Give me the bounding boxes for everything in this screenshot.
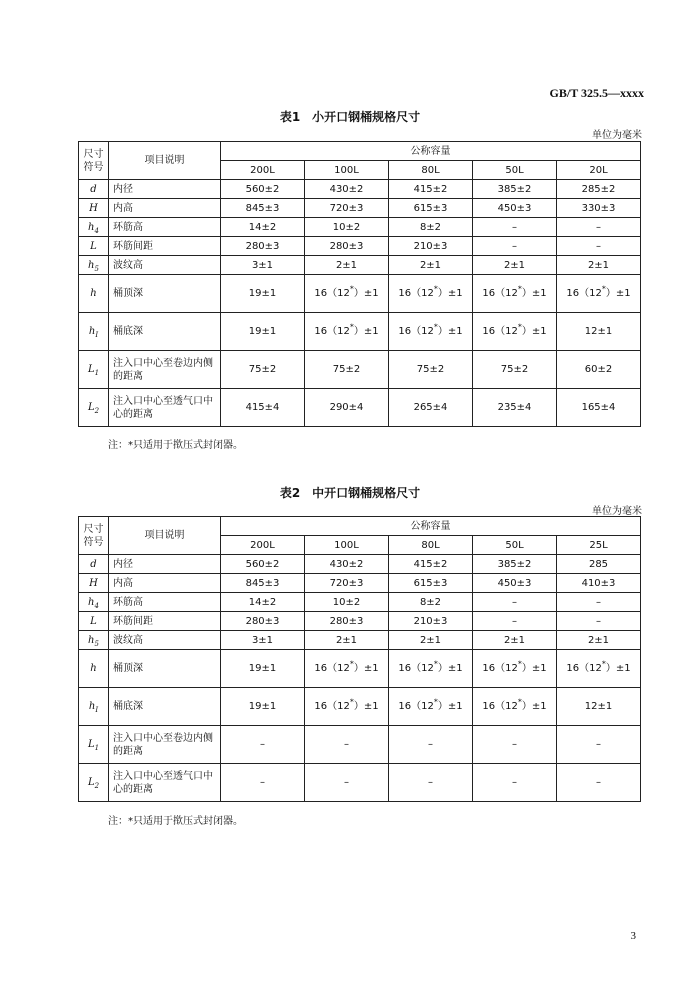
footnote-star: * [349, 284, 354, 294]
value-cell: 415±2 [389, 555, 473, 574]
symbol-cell: d [79, 180, 109, 199]
description-cell: 内径 [109, 180, 221, 199]
capacity-cell: 25L [557, 536, 641, 555]
description-cell: 环筋间距 [109, 237, 221, 256]
symbol-cell: L [79, 237, 109, 256]
table1-title: 表1 小开口钢桶规格尺寸 [279, 110, 421, 124]
value-cell: 430±2 [305, 180, 389, 199]
value-cell: – [473, 612, 557, 631]
footnote-star: * [433, 697, 438, 707]
value-cell: 60±2 [557, 351, 641, 389]
capacity-cell: 80L [389, 536, 473, 555]
value-cell: 290±4 [305, 389, 389, 427]
value-cell: 14±2 [221, 593, 305, 612]
value-cell: – [389, 764, 473, 802]
description-cell: 注入口中心至卷边内侧的距离 [109, 726, 221, 764]
footnote-star: * [517, 322, 522, 332]
item-header: 项目说明 [109, 142, 221, 180]
value-cell: 19±1 [221, 650, 305, 688]
description-cell: 桶顶深 [109, 650, 221, 688]
footnote-star: * [601, 284, 606, 294]
capacity-cell: 80L [389, 161, 473, 180]
value-cell: – [557, 764, 641, 802]
value-cell: 16（12*）±1 [473, 688, 557, 726]
symbol-header: 尺寸 符号 [79, 517, 109, 555]
value-cell: 280±3 [305, 612, 389, 631]
value-cell: 16（12*）±1 [557, 650, 641, 688]
description-cell: 桶底深 [109, 313, 221, 351]
value-cell: 615±3 [389, 199, 473, 218]
value-cell: 560±2 [221, 180, 305, 199]
description-cell: 桶顶深 [109, 275, 221, 313]
symbol-subscript: I [95, 331, 99, 339]
value-cell: 10±2 [305, 593, 389, 612]
symbol-cell: $h_5$ [79, 256, 109, 275]
table1-unit: 单位为毫米 [592, 130, 642, 141]
table2-title: 表2 中开口钢桶规格尺寸 [279, 486, 421, 500]
value-cell: – [473, 593, 557, 612]
value-cell: – [557, 593, 641, 612]
capacity-cell: 100L [305, 161, 389, 180]
value-cell: 75±2 [389, 351, 473, 389]
value-cell: 16（12*）±1 [557, 275, 641, 313]
value-cell: 16（12*）±1 [473, 650, 557, 688]
value-cell: 385±2 [473, 555, 557, 574]
value-cell: 235±4 [473, 389, 557, 427]
value-cell: 2±1 [305, 256, 389, 275]
description-cell: 内高 [109, 199, 221, 218]
value-cell: 16（12*）±1 [305, 275, 389, 313]
description-cell: 注入口中心至卷边内侧的距离 [109, 351, 221, 389]
symbol-cell: $h_4$ [79, 218, 109, 237]
value-cell: 280±3 [305, 237, 389, 256]
value-cell: 385±2 [473, 180, 557, 199]
value-cell: 615±3 [389, 574, 473, 593]
value-cell: 16（12*）±1 [389, 313, 473, 351]
value-cell: 3±1 [221, 631, 305, 650]
value-cell: 330±3 [557, 199, 641, 218]
symbol-cell: L [79, 612, 109, 631]
value-cell: – [221, 726, 305, 764]
value-cell: 16（12*）±1 [389, 650, 473, 688]
symbol-cell: $L_2$ [79, 389, 109, 427]
value-cell: 280±3 [221, 612, 305, 631]
table1-small-open-steel-drum [78, 141, 641, 427]
value-cell: – [557, 218, 641, 237]
symbol-subscript: 2 [94, 407, 100, 415]
symbol-cell: $L_1$ [79, 351, 109, 389]
header-row [79, 142, 641, 161]
value-cell: 2±1 [389, 256, 473, 275]
value-cell: 19±1 [221, 688, 305, 726]
value-cell: 165±4 [557, 389, 641, 427]
value-cell: 19±1 [221, 275, 305, 313]
capacity-cell: 50L [473, 536, 557, 555]
table-row [79, 389, 641, 427]
footnote-star: * [601, 659, 606, 669]
footnote-star: * [349, 659, 354, 669]
capacity-cell: 100L [305, 536, 389, 555]
symbol-cell: $L_2$ [79, 764, 109, 802]
value-cell: 16（12*）±1 [389, 275, 473, 313]
value-cell: 16（12*）±1 [305, 650, 389, 688]
table-row [79, 631, 641, 650]
value-cell: 410±3 [557, 574, 641, 593]
value-cell: 720±3 [305, 574, 389, 593]
value-cell: 16（12*）±1 [305, 688, 389, 726]
footnote-star: * [433, 322, 438, 332]
table-row [79, 650, 641, 688]
value-cell: 10±2 [305, 218, 389, 237]
table1-note: 注：*只适用于揿压式封闭器。 [108, 440, 243, 451]
table-row [79, 180, 641, 199]
value-cell: 3±1 [221, 256, 305, 275]
symbol-subscript: 1 [94, 369, 100, 377]
value-cell: – [473, 237, 557, 256]
value-cell: 280±3 [221, 237, 305, 256]
table-row [79, 555, 641, 574]
table-row [79, 593, 641, 612]
symbol-header: 尺寸 符号 [79, 142, 109, 180]
description-cell: 环筋高 [109, 218, 221, 237]
value-cell: 19±1 [221, 313, 305, 351]
symbol-cell: $h_I$ [79, 688, 109, 726]
footnote-star: * [349, 322, 354, 332]
capacity-header: 公称容量 [221, 142, 641, 161]
value-cell: 2±1 [473, 256, 557, 275]
symbol-cell: H [79, 199, 109, 218]
value-cell: – [473, 726, 557, 764]
description-cell: 环筋间距 [109, 612, 221, 631]
value-cell: 265±4 [389, 389, 473, 427]
value-cell: 8±2 [389, 593, 473, 612]
header-row [79, 517, 641, 536]
table-row [79, 726, 641, 764]
value-cell: 2±1 [473, 631, 557, 650]
value-cell: 2±1 [305, 631, 389, 650]
value-cell: 720±3 [305, 199, 389, 218]
symbol-subscript: 4 [94, 226, 99, 235]
footnote-star: * [517, 284, 522, 294]
symbol-cell: $h_4$ [79, 593, 109, 612]
table-row [79, 313, 641, 351]
symbol-cell: $h_5$ [79, 631, 109, 650]
capacity-cell: 20L [557, 161, 641, 180]
table-row [79, 688, 641, 726]
symbol-cell: d [79, 555, 109, 574]
symbol-subscript: 4 [94, 601, 99, 610]
value-cell: 450±3 [473, 199, 557, 218]
description-cell: 桶底深 [109, 688, 221, 726]
table-row [79, 764, 641, 802]
value-cell: 75±2 [305, 351, 389, 389]
table-row [79, 351, 641, 389]
table-row [79, 237, 641, 256]
value-cell: 450±3 [473, 574, 557, 593]
symbol-subscript: 2 [94, 782, 100, 790]
footnote-star: * [433, 659, 438, 669]
capacity-header: 公称容量 [221, 517, 641, 536]
description-cell: 环筋高 [109, 593, 221, 612]
capacity-cell: 50L [473, 161, 557, 180]
footnote-star: * [433, 284, 438, 294]
symbol-cell: h [79, 275, 109, 313]
symbol-subscript: 1 [94, 744, 100, 752]
standard-code: GB/T 325.5—xxxx [549, 86, 644, 100]
symbol-subscript: 5 [94, 639, 99, 648]
description-cell: 注入口中心至透气口中心的距离 [109, 389, 221, 427]
footnote-star: * [517, 659, 522, 669]
value-cell: – [221, 764, 305, 802]
value-cell: – [389, 726, 473, 764]
symbol-cell: h [79, 650, 109, 688]
value-cell: 75±2 [221, 351, 305, 389]
description-cell: 内高 [109, 574, 221, 593]
value-cell: 285±2 [557, 180, 641, 199]
item-header: 项目说明 [109, 517, 221, 555]
description-cell: 波纹高 [109, 256, 221, 275]
symbol-subscript: I [95, 706, 99, 714]
table2-medium-open-steel-drum [78, 516, 641, 802]
value-cell: 560±2 [221, 555, 305, 574]
value-cell: 12±1 [557, 313, 641, 351]
table2-unit: 单位为毫米 [592, 506, 642, 517]
footnote-star: * [349, 697, 354, 707]
table-row [79, 612, 641, 631]
value-cell: 16（12*）±1 [473, 275, 557, 313]
symbol-subscript: 5 [94, 264, 99, 273]
table-row [79, 218, 641, 237]
value-cell: 2±1 [389, 631, 473, 650]
symbol-cell: $h_I$ [79, 313, 109, 351]
value-cell: – [305, 726, 389, 764]
symbol-cell: H [79, 574, 109, 593]
value-cell: – [557, 612, 641, 631]
value-cell: 2±1 [557, 256, 641, 275]
value-cell: 12±1 [557, 688, 641, 726]
table-row [79, 574, 641, 593]
value-cell: 16（12*）±1 [473, 313, 557, 351]
value-cell: – [557, 237, 641, 256]
value-cell: 16（12*）±1 [305, 313, 389, 351]
capacity-cell: 200L [221, 536, 305, 555]
value-cell: 14±2 [221, 218, 305, 237]
symbol-cell: $L_1$ [79, 726, 109, 764]
value-cell: 8±2 [389, 218, 473, 237]
table2-note: 注：*只适用于揿压式封闭器。 [108, 816, 243, 827]
table-row [79, 275, 641, 313]
table-row [79, 256, 641, 275]
value-cell: 845±3 [221, 199, 305, 218]
value-cell: 845±3 [221, 574, 305, 593]
description-cell: 内径 [109, 555, 221, 574]
description-cell: 波纹高 [109, 631, 221, 650]
value-cell: 210±3 [389, 612, 473, 631]
footnote-star: * [517, 697, 522, 707]
value-cell: – [473, 764, 557, 802]
value-cell: 2±1 [557, 631, 641, 650]
page-number: 3 [630, 930, 636, 942]
value-cell: 75±2 [473, 351, 557, 389]
value-cell: – [305, 764, 389, 802]
value-cell: 415±4 [221, 389, 305, 427]
capacity-cell: 200L [221, 161, 305, 180]
table-row [79, 199, 641, 218]
value-cell: 415±2 [389, 180, 473, 199]
value-cell: 285 [557, 555, 641, 574]
description-cell: 注入口中心至透气口中心的距离 [109, 764, 221, 802]
value-cell: 430±2 [305, 555, 389, 574]
value-cell: – [557, 726, 641, 764]
value-cell: 16（12*）±1 [389, 688, 473, 726]
value-cell: – [473, 218, 557, 237]
value-cell: 210±3 [389, 237, 473, 256]
